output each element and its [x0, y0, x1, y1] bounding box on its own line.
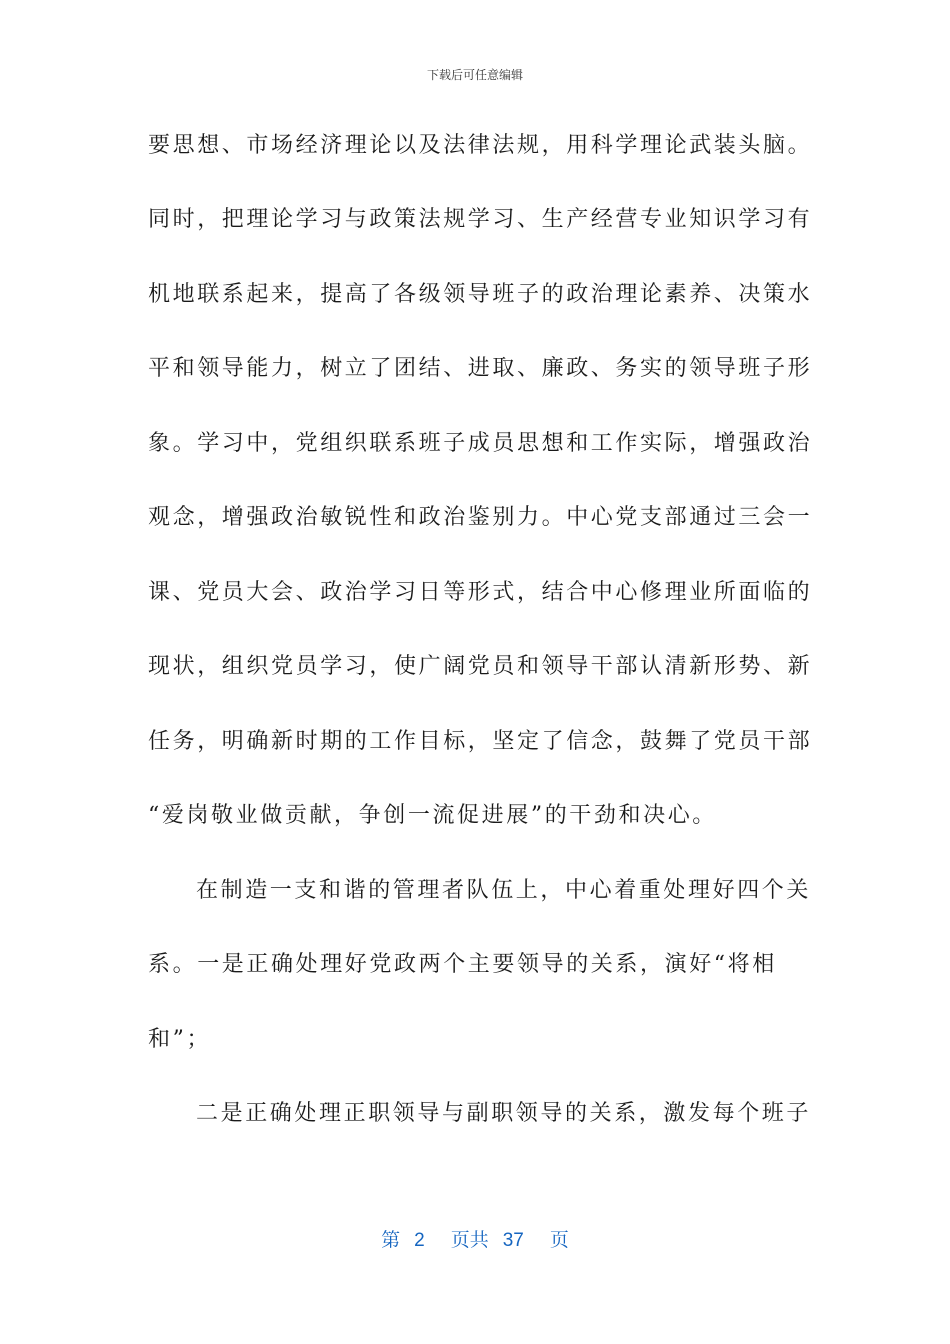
text-line: “爱岗敬业做贡献，争创一流促进展”的干劲和决心。: [148, 803, 717, 828]
page-header-note: 下载后可任意编辑: [426, 68, 523, 82]
page-middle-text: 页共: [450, 1230, 489, 1251]
text-line: 观念，增强政治敏锐性和政治鉴别力。中心党支部通过三会一: [148, 505, 813, 530]
text-line: 和”；: [148, 1027, 212, 1052]
text-line: 象。学习中，党组织联系班子成员思想和工作实际，增强政治: [148, 431, 813, 456]
page-prefix: 第: [381, 1230, 401, 1251]
text-line: 机地联系起来，提高了各级领导班子的政治理论素养、决策水: [148, 282, 813, 307]
paragraph-first-line: 在制造一支和谐的管理者队伍上，中心着重处理好四个关: [196, 878, 812, 903]
total-pages-number: 37: [502, 1230, 524, 1251]
text-line: 系。一是正确处理好党政两个主要领导的关系，演好“将相: [148, 952, 777, 977]
page-suffix: 页: [549, 1230, 569, 1251]
text-line: 任务，明确新时期的工作目标，坚定了信念，鼓舞了党员干部: [148, 729, 813, 754]
text-line: 现状，组织党员学习，使广阔党员和领导干部认清新形势、新: [148, 654, 813, 679]
current-page-number: 2: [414, 1230, 425, 1251]
paragraph-first-line: 二是正确处理正职领导与副职领导的关系，激发每个班子: [196, 1101, 812, 1126]
page-number-footer: [0, 1225, 950, 1252]
text-line: 要思想、市场经济理论以及法律法规，用科学理论武装头脑。: [148, 133, 813, 158]
text-line: 同时，把理论学习与政策法规学习、生产经营专业知识学习有: [148, 207, 813, 232]
text-line: 平和领导能力，树立了团结、进取、廉政、务实的领导班子形: [148, 356, 813, 381]
text-line: 课、党员大会、政治学习日等形式，结合中心修理业所面临的: [148, 580, 813, 605]
